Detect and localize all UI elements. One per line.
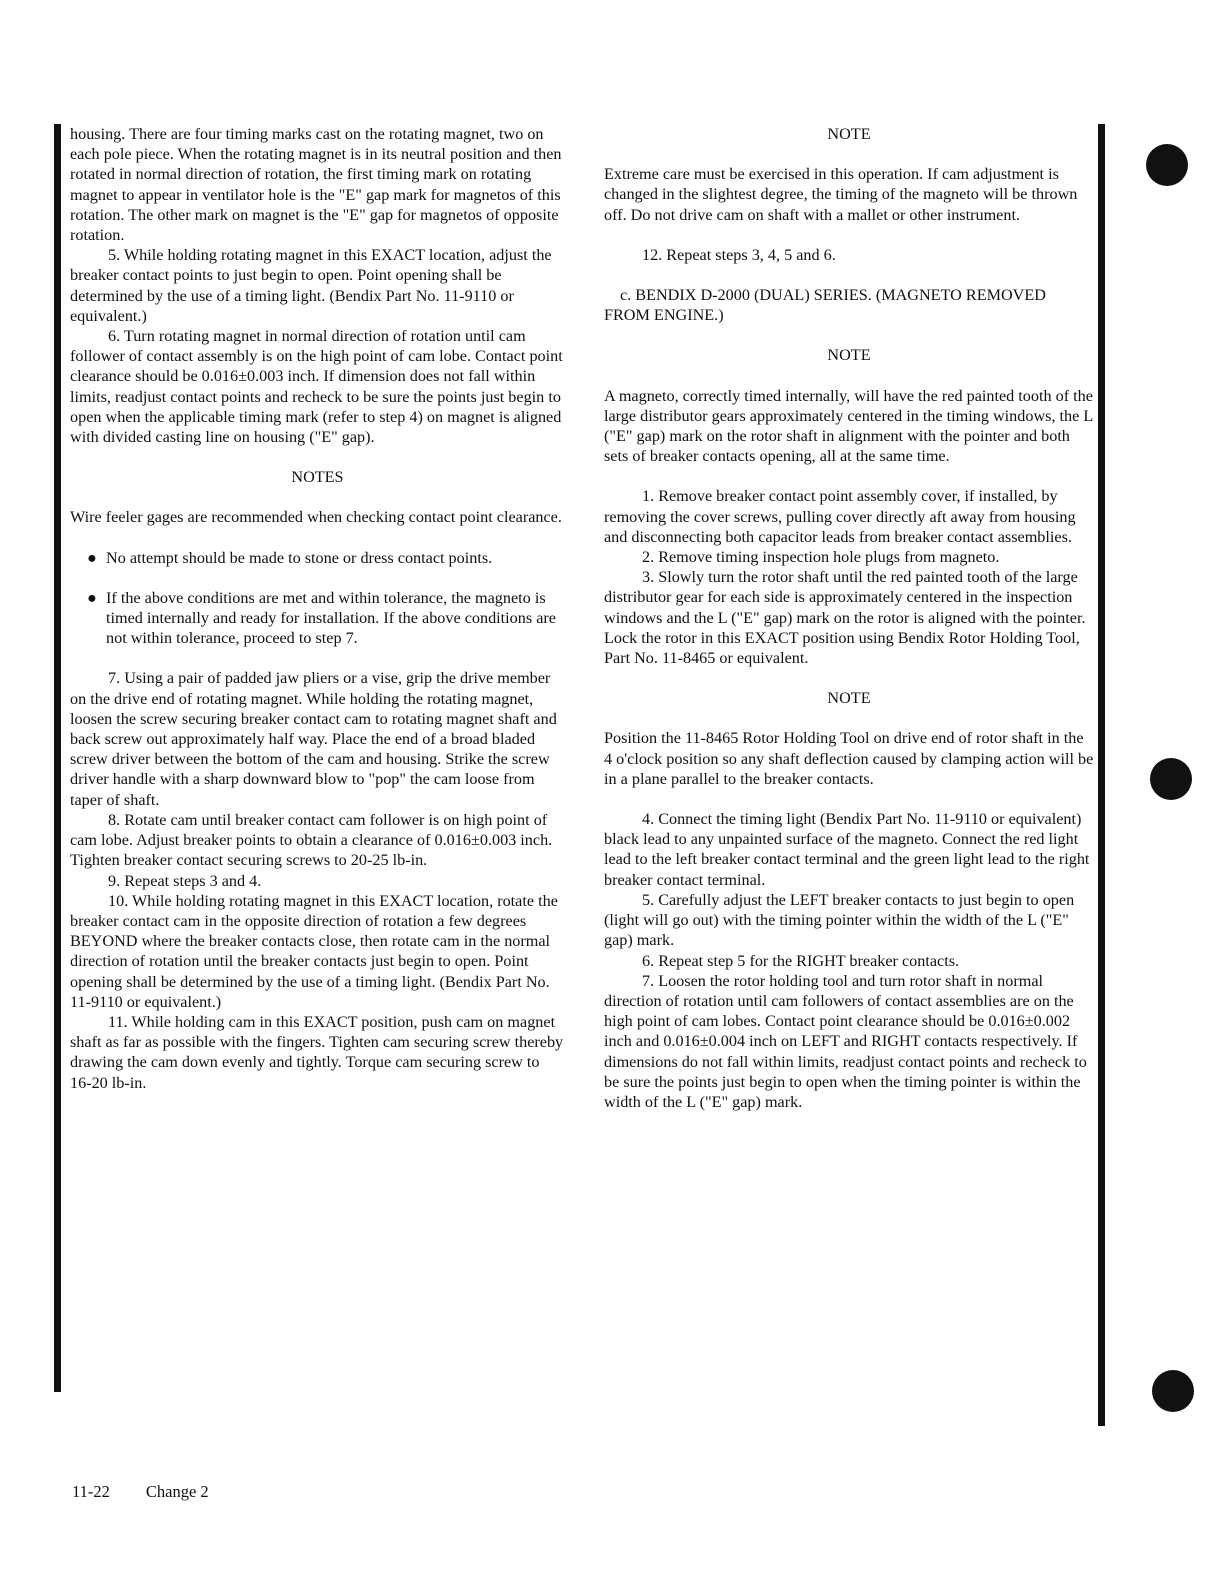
step-7: 7. Loosen the rotor holding tool and turn rotor shaft in normal direction of rotation until cam followers of contact assemblies are on the high point of cam lobes. Contact point clearance should be 0.016±0.002 inch and 0.016±0.004 inch on LEFT and RIGHT contacts respectively. If dimensions do not fall within limits, readjust contact points and recheck to be sure the points just begin to open when the timing pointer is within the width of the L ("E" gap) mark. bbox=[604, 971, 1087, 1111]
left-column bbox=[70, 124, 565, 1093]
note-body: Extreme care must be exercised in this operation. If cam adjustment is changed in the slightest degree, the timing of the magneto will be thrown off. Do not drive cam on shaft with a mallet or other instrument. bbox=[604, 165, 1078, 224]
note-body: A magneto, correctly timed internally, will have the red painted tooth of the large distributor gears approximately centered in the timing windows, the L ("E" gap) mark on the rotor shaft in alignment with the pointer and both sets of breaker contacts opening, all at the same time. bbox=[604, 386, 1093, 466]
step-11: 11. While holding cam in this EXACT position, push cam on magnet shaft as far as possible with the fingers. Tighten cam securing screw thereby drawing the cam down evenly and tightly. Torque cam securing screw to 16-20 lb-in. bbox=[70, 1012, 564, 1092]
page-number: 11-22 bbox=[72, 1482, 110, 1501]
bullet-icon: ● bbox=[87, 548, 97, 567]
step-4: 4. Connect the timing light (Bendix Part No. 11-9110 or equivalent) black lead to any unpainted surface of the magneto. Connect the red light lead to the left breaker contact terminal and the green light lead to the right breaker contact terminal. bbox=[604, 810, 1090, 889]
step-1: 1. Remove breaker contact point assembly cover, if installed, by removing the cover screws, pulling cover directly aft away from housing and disconnecting both capacitor leads from breaker contact assemblies. bbox=[604, 487, 1076, 546]
notes-intro: Wire feeler gages are recommended when checking contact point clearance. bbox=[70, 508, 562, 527]
step-6: 6. Repeat step 5 for the RIGHT breaker contacts. bbox=[642, 951, 960, 970]
section-c-heading: c. BENDIX D-2000 (DUAL) SERIES. (MAGNETO REMOVED FROM ENGINE.) bbox=[604, 286, 1046, 325]
notes-bullet-item bbox=[70, 548, 565, 568]
note-heading: NOTE bbox=[827, 346, 871, 365]
step-5: 5. While holding rotating magnet in this EXACT location, adjust the breaker contact points to just begin to open. Point opening shall be determined by the use of a timing light. (Bendix Part No. 11-9110 or equivalent.) bbox=[70, 246, 552, 325]
bullet-text: If the above conditions are met and within tolerance, the magneto is timed internally and ready for installation. If the above conditions are not within tolerance, proceed to step 7. bbox=[106, 588, 556, 648]
left-change-bar bbox=[54, 124, 61, 1392]
note-heading: NOTE bbox=[827, 125, 871, 143]
continued-paragraph: housing. There are four timing marks cast on the rotating magnet, two on each pole piece. When the rotating magnet is in its neutral position and then rotated in normal direction of rotation, the first timing mark on rotating magnet to appear in ventilator hole is the "E" gap mark for magnetos of this rotation. The other mark on magnet is the "E" gap for magnetos of opposite rotation. bbox=[70, 125, 562, 245]
step-3: 3. Slowly turn the rotor shaft until the red painted tooth of the large distributor gear for each side is approximately centered in the inspection windows and the L ("E" gap) mark on the rotor is aligned with the pointer. Lock the rotor in this EXACT position using Bendix Rotor Holding Tool, Part No. 11-8465 or equivalent. bbox=[604, 568, 1086, 668]
notes-bullet-item bbox=[70, 588, 565, 649]
step-2: 2. Remove timing inspection hole plugs from magneto. bbox=[642, 548, 1000, 567]
step-12: 12. Repeat steps 3, 4, 5 and 6. bbox=[642, 245, 836, 264]
step-6: 6. Turn rotating magnet in normal direction of rotation until cam follower of contact assembly is on the high point of cam lobe. Contact point clearance should be 0.016±0.003 inch. If dimension does not fall within limits, readjust contact points and recheck to be sure the points just begin to open when the applicable timing mark (refer to step 4) on magnet is aligned with divided casting line on housing ("E" gap). bbox=[70, 327, 563, 447]
step-5: 5. Carefully adjust the LEFT breaker contacts to just begin to open (light will go out) with the timing pointer within the width of the L ("E" gap) mark. bbox=[604, 890, 1075, 950]
notes-heading: NOTES bbox=[291, 468, 344, 487]
step-7: 7. Using a pair of padded jaw pliers or a vise, grip the drive member on the drive end of rotating magnet. While holding the rotating magnet, loosen the screw securing breaker contact cam to rotating magnet shaft and back screw out approximately half way. Place the end of a broad bladed screw driver between the bottom of the cam and housing. Strike the screw driver handle with a sharp downward blow to "pop" the cam loose from taper of shaft. bbox=[70, 669, 557, 809]
note-body: Position the 11-8465 Rotor Holding Tool on drive end of rotor shaft in the 4 o'clock position so any shaft deflection caused by clamping action will be in a plane parallel to the breaker contacts. bbox=[604, 729, 1094, 788]
margin-dot-top bbox=[1146, 144, 1188, 186]
note-heading: NOTE bbox=[827, 689, 871, 708]
right-change-bar bbox=[1098, 124, 1105, 1426]
step-8: 8. Rotate cam until breaker contact cam follower is on high point of cam lobe. Adjust breaker points to obtain a clearance of 0.016±0.003 inch. Tighten breaker contact securing screws to 20-25 lb-in. bbox=[70, 810, 553, 870]
page-footer bbox=[72, 1482, 245, 1502]
bullet-text: No attempt should be made to stone or dress contact points. bbox=[106, 548, 493, 567]
right-column bbox=[604, 124, 1094, 1112]
change-label: Change 2 bbox=[145, 1482, 209, 1501]
step-10: 10. While holding rotating magnet in this EXACT location, rotate the breaker contact cam in the opposite direction of rotation a few degrees BEYOND where the breaker contacts close, then rotate cam in the normal direction of rotation until the breaker contacts just begin to open. Point opening shall be determined by the use of a timing light. (Bendix Part No. 11-9110 or equivalent.) bbox=[70, 891, 558, 1011]
bullet-icon: ● bbox=[87, 588, 97, 607]
step-9: 9. Repeat steps 3 and 4. bbox=[108, 871, 262, 890]
margin-dot-bottom bbox=[1152, 1370, 1194, 1412]
margin-dot-middle bbox=[1150, 758, 1192, 800]
